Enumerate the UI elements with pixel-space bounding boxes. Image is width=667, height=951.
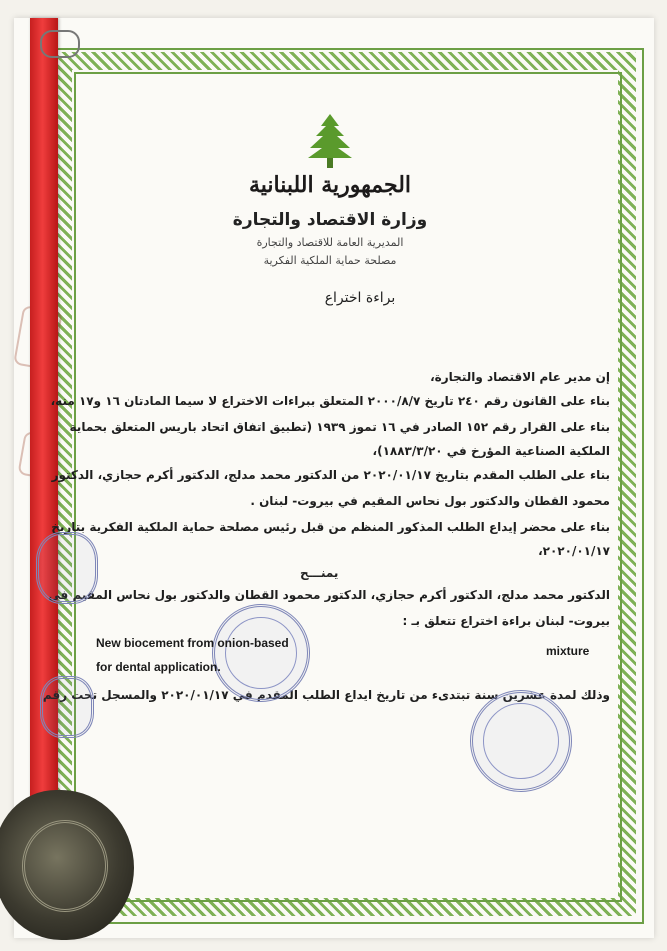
official-stamp-center bbox=[212, 604, 310, 702]
official-stamp-bottom-right bbox=[470, 690, 572, 792]
ministry-name: وزارة الاقتصاد والتجارة bbox=[232, 210, 428, 230]
body-line: بناء على القانون رقم ٢٤٠ تاريخ ٢٠٠٠/٨/٧ المتعلق ببراءات الاختراع لا سيما المادتان ١٦ و١٧ منه، bbox=[50, 394, 610, 408]
grant-line: الدكتور محمد مدلج، الدكتور أكرم حجازي، الدكتور محمود القطان والدكتور بول نحاس المقيم في bbox=[48, 588, 610, 602]
body-line: ٢٠٢٠/٠١/١٧، bbox=[538, 544, 610, 558]
republic-title: الجمهورية اللبنانية bbox=[248, 172, 412, 198]
ribbon-clip bbox=[40, 30, 80, 58]
invention-title-line-1: New biocement from onion-based bbox=[96, 636, 289, 650]
directorate-name: المديرية العامة للاقتصاد والتجارة bbox=[256, 236, 404, 249]
body-line: الملكية الصناعية المؤرخ في ١٨٨٣/٣/٢٠)، bbox=[372, 444, 610, 458]
body-line: بناء على القرار رقم ١٥٢ الصادر في ١٦ تموز ١٩٣٩ (تطبيق اتفاق اتحاد باريس المتعلق بحماية bbox=[69, 420, 610, 434]
closing-line: وذلك لمدة عشرين سنة تبتدىء من تاريخ ايداع الطلب المقدم في ٢٠٢٠/٠١/١٧ والمسجل تحت رقم bbox=[42, 688, 610, 702]
body-line: بناء على الطلب المقدم بتاريخ ٢٠٢٠/٠١/١٧ من الدكتور محمد مدلج، الدكتور أكرم حجازي، الدكتور bbox=[51, 468, 610, 482]
invention-title-line-2: for dental application. bbox=[96, 660, 221, 674]
document-title: براءة اختراع bbox=[324, 290, 396, 306]
invention-title-line-3: mixture bbox=[546, 644, 590, 658]
body-line: بناء على محضر إيداع الطلب المذكور المنظم من قبل رئيس مصلحة حماية الملكية الفكرية بتاريخ bbox=[51, 520, 610, 534]
grant-word: يمنـــح bbox=[300, 566, 339, 580]
grant-line: بيروت- لبنان براءة اختراع تتعلق بـ : bbox=[402, 614, 610, 628]
body-line: إن مدير عام الاقتصاد والتجارة، bbox=[430, 370, 610, 384]
cedar-tree-icon bbox=[306, 112, 354, 170]
body-line: محمود القطان والدكتور بول نحاس المقيم في بيروت- لبنان . bbox=[250, 494, 610, 508]
office-name: مصلحة حماية الملكية الفكرية bbox=[263, 254, 397, 267]
ribbon-stamp-blue-2 bbox=[40, 676, 94, 738]
ribbon-stamp-blue-1 bbox=[36, 532, 98, 604]
